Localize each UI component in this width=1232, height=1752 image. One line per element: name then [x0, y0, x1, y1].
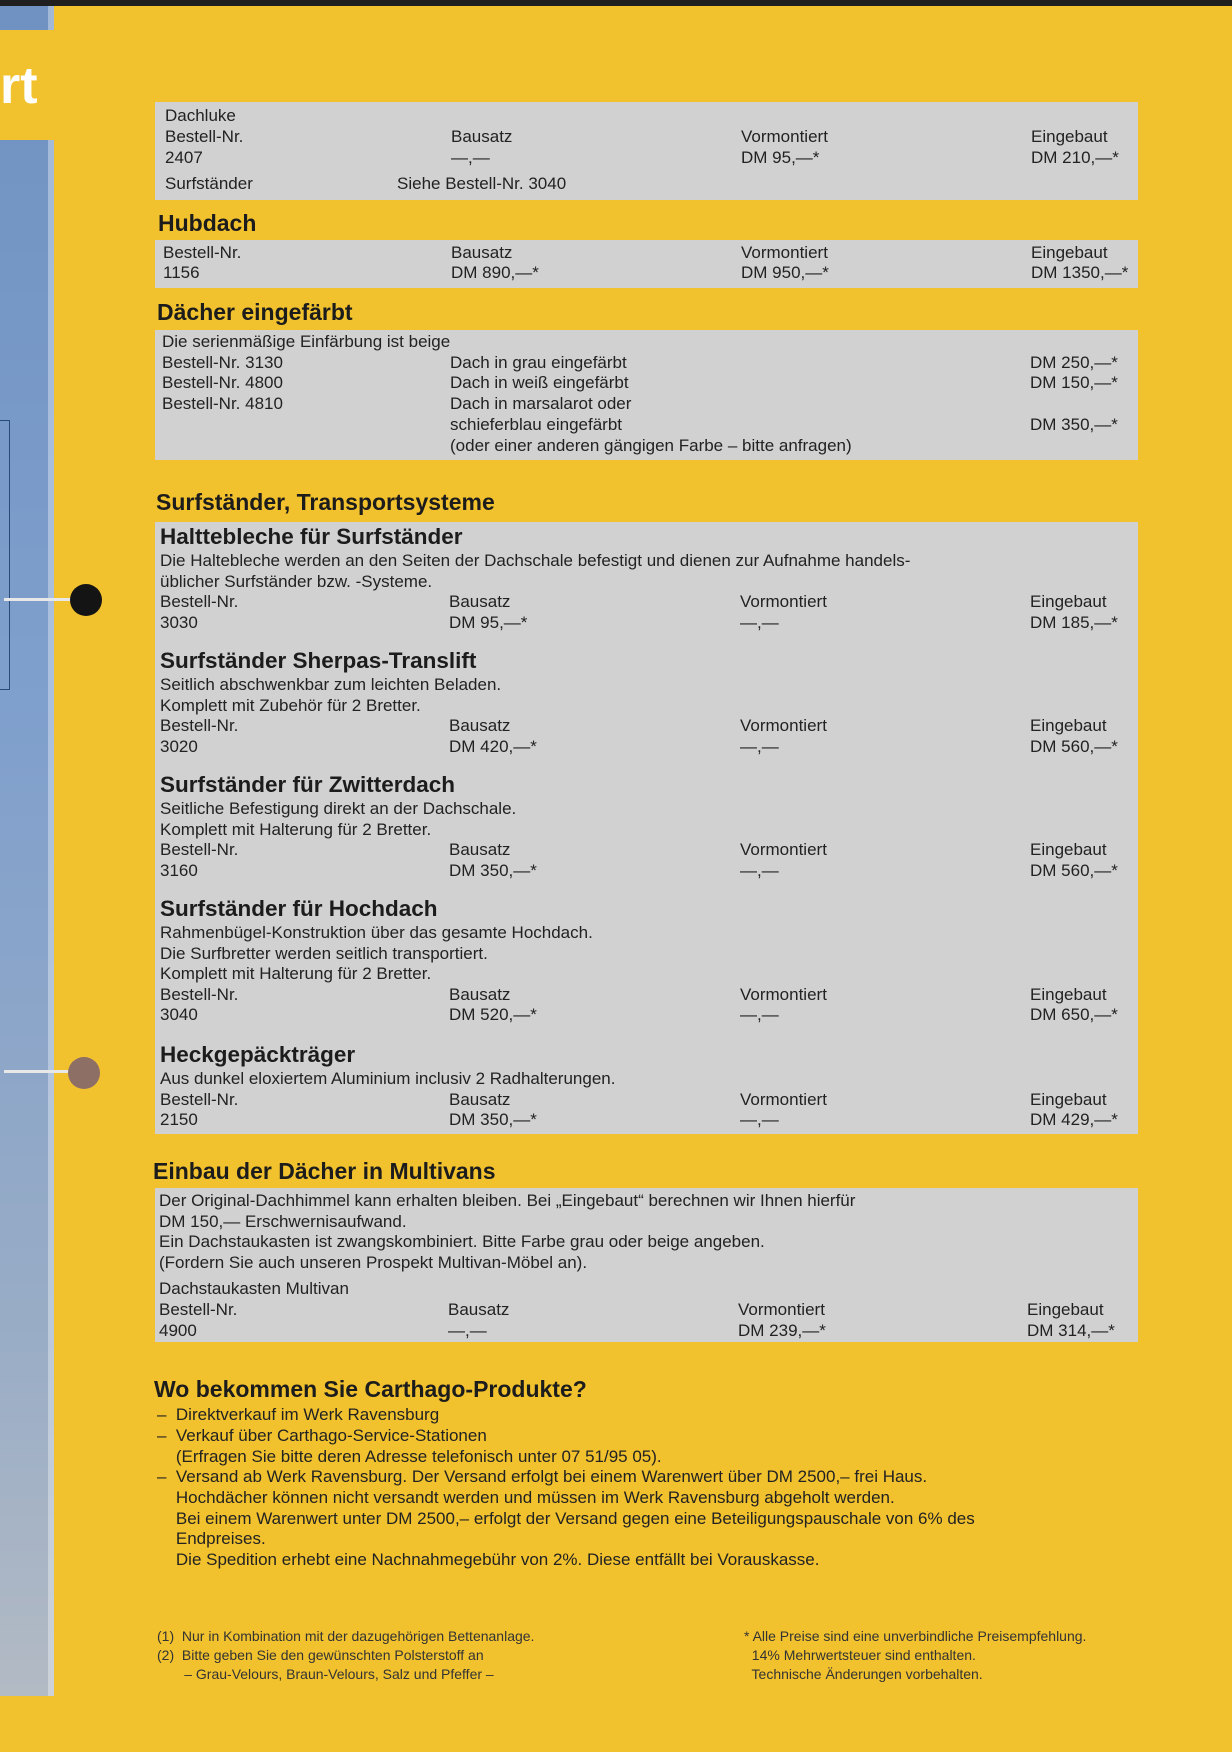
einbau-eingebaut-label: Eingebaut	[1027, 1300, 1104, 1319]
left-page-bottom	[0, 1696, 54, 1752]
surf-item-vormontiert-label: Vormontiert	[740, 1089, 827, 1109]
daecher-intro: Die serienmäßige Einfärbung ist beige	[162, 332, 451, 351]
left-page-frame	[0, 420, 10, 690]
daecher-row-nr: Bestell-Nr. 3130	[162, 353, 283, 372]
einbau-bestell-label: Bestell-Nr.	[159, 1300, 238, 1319]
surf-item-bestell-label: Bestell-Nr.	[160, 592, 239, 612]
page-top-edge	[0, 0, 1232, 6]
surf-item-title: Surfständer für Hochdach	[160, 896, 438, 921]
einbau-eingebaut-value: DM 314,—*	[1027, 1321, 1115, 1340]
wo-line: – Direktverkauf im Werk Ravensburg	[157, 1405, 440, 1424]
surf-item-eingebaut-label: Eingebaut	[1030, 840, 1107, 860]
surf-item-desc: Aus dunkel eloxiertem Aluminium inclusiv 2 Radhalterungen.	[160, 1069, 616, 1088]
wo-line: (Erfragen Sie bitte deren Adresse telefonisch unter 07 51/95 05).	[157, 1447, 662, 1466]
surf-item-vormontiert-label: Vormontiert	[740, 592, 827, 612]
einbau-text-line: Der Original-Dachhimmel kann erhalten bleiben. Bei „Eingebaut“ berechnen wir Ihnen hierfür	[159, 1191, 856, 1210]
surf-item-vormontiert-value: —,—	[740, 736, 779, 756]
surf-item-vormontiert-value: —,—	[740, 1110, 779, 1130]
surf-item-desc: Komplett mit Halterung für 2 Bretter.	[160, 819, 432, 839]
surf-item-eingebaut-label: Eingebaut	[1030, 984, 1107, 1004]
hubdach-box	[155, 240, 1138, 288]
surf-item-title: Heckgepäckträger	[160, 1042, 356, 1067]
daecher-price-line2: DM 350,—*	[1030, 415, 1118, 434]
surf-item-eingebaut-value: DM 185,—*	[1030, 612, 1118, 632]
daecher-desc-line2: schieferblau eingefärbt	[450, 415, 623, 434]
wo-title: Wo bekommen Sie Carthago-Produkte?	[154, 1376, 587, 1402]
einbau-text-line: DM 150,— Erschwernisaufwand.	[159, 1212, 407, 1231]
einbau-text-line: Ein Dachstaukasten ist zwangskombiniert. Bitte Farbe grau oder beige angeben.	[159, 1232, 765, 1251]
einbau-item-title: Dachstaukasten Multivan	[159, 1279, 349, 1298]
daecher-row-nr: Bestell-Nr. 4810	[162, 394, 283, 413]
hubdach-vormontiert-label: Vormontiert	[741, 243, 828, 262]
footnote-right: * Alle Preise sind eine unverbindliche Preisempfehlung.	[744, 1628, 1087, 1644]
surf-item-bestell-nr: 3040	[160, 1005, 198, 1025]
surf-item-bausatz-value: DM 520,—*	[449, 1005, 537, 1025]
dachluke-surfstaender-label: Surfständer	[165, 174, 253, 193]
daecher-row-desc: Dach in grau eingefärbt	[450, 353, 627, 372]
punch-hole	[68, 1057, 100, 1089]
einbau-bausatz-value: —,—	[448, 1321, 487, 1340]
surf-item-bausatz-label: Bausatz	[449, 840, 511, 860]
dachluke-bestell-label: Bestell-Nr.	[165, 127, 244, 146]
footnote-right: Technische Änderungen vorbehalten.	[744, 1666, 983, 1682]
wo-line: Hochdächer können nicht versandt werden und müssen im Werk Ravensburg abgeholt werden.	[157, 1488, 895, 1507]
wo-line: – Versand ab Werk Ravensburg. Der Versand erfolgt bei einem Warenwert über DM 2500,– frei Haus.	[157, 1467, 928, 1486]
surf-item-eingebaut-value: DM 560,—*	[1030, 736, 1118, 756]
surf-item-bausatz-label: Bausatz	[449, 984, 511, 1004]
surf-item-title: Surfständer für Zwitterdach	[160, 772, 456, 797]
binding-string	[4, 598, 74, 601]
surf-item-desc: Die Surfbretter werden seitlich transportiert.	[160, 943, 488, 963]
daecher-row-price: DM 250,—*	[1030, 353, 1118, 372]
dachluke-bausatz-label: Bausatz	[451, 127, 513, 146]
wo-line: Die Spedition erhebt eine Nachnahmegebühr von 2%. Diese entfällt bei Vorauskasse.	[157, 1550, 820, 1569]
surf-item-bestell-label: Bestell-Nr.	[160, 716, 239, 736]
surf-item-eingebaut-value: DM 429,—*	[1030, 1110, 1118, 1130]
surf-item-vormontiert-label: Vormontiert	[740, 840, 827, 860]
surf-item-desc: Rahmenbügel-Konstruktion über das gesamte Hochdach.	[160, 923, 593, 942]
surf-item-eingebaut-label: Eingebaut	[1030, 592, 1107, 612]
dachluke-vormontiert-label: Vormontiert	[741, 127, 828, 146]
daecher-row-desc: Dach in marsalarot oder	[450, 394, 632, 413]
surf-item-eingebaut-label: Eingebaut	[1030, 716, 1107, 736]
dachluke-box	[155, 102, 1138, 200]
surf-item-eingebaut-label: Eingebaut	[1030, 1089, 1107, 1109]
hubdach-title: Hubdach	[158, 210, 257, 236]
surf-item-vormontiert-value: —,—	[740, 1005, 779, 1025]
page-fold	[48, 6, 54, 1752]
surf-item-bestell-label: Bestell-Nr.	[160, 840, 239, 860]
daecher-row-nr: Bestell-Nr. 4800	[162, 373, 283, 392]
surf-item-bausatz-label: Bausatz	[449, 592, 511, 612]
wo-line: Endpreises.	[157, 1529, 266, 1548]
footnote-left: (1) Nur in Kombination mit der dazugehörigen Bettenanlage.	[157, 1628, 535, 1644]
einbau-vormontiert-label: Vormontiert	[738, 1300, 825, 1319]
surf-item-bausatz-label: Bausatz	[449, 1089, 511, 1109]
surf-item-desc: Die Haltebleche werden an den Seiten der Dachschale befestigt und dienen zur Aufnahme handels-	[160, 551, 911, 570]
surf-item-bestell-nr: 2150	[160, 1110, 198, 1130]
footnote-left: – Grau-Velours, Braun-Velours, Salz und Pfeffer –	[157, 1666, 494, 1682]
surf-item-title: Surfständer Sherpas-Translift	[160, 648, 477, 673]
dachluke-eingebaut-value: DM 210,—*	[1031, 148, 1119, 167]
hubdach-bausatz-label: Bausatz	[451, 243, 513, 262]
surf-item-desc: üblicher Surfständer bzw. -Systeme.	[160, 571, 433, 591]
surf-item-vormontiert-label: Vormontiert	[740, 716, 827, 736]
surf-item-bausatz-value: DM 350,—*	[449, 860, 537, 880]
surf-item-bausatz-value: DM 95,—*	[449, 612, 528, 632]
dachluke-bausatz-value: —,—	[451, 148, 490, 167]
surf-item-eingebaut-value: DM 560,—*	[1030, 860, 1118, 880]
einbau-bestell-nr: 4900	[159, 1321, 197, 1340]
binding-string	[4, 1070, 72, 1073]
hubdach-eingebaut-label: Eingebaut	[1031, 243, 1108, 262]
wo-line: Bei einem Warenwert unter DM 2500,– erfolgt der Versand gegen eine Beteiligungspauschale von 6% des	[157, 1509, 975, 1528]
surf-item-desc: Komplett mit Halterung für 2 Bretter.	[160, 964, 432, 984]
surf-item-vormontiert-value: —,—	[740, 612, 779, 632]
surf-item-bestell-nr: 3160	[160, 860, 198, 880]
surf-item-eingebaut-value: DM 650,—*	[1030, 1005, 1118, 1025]
dachluke-surfstaender-ref: Siehe Bestell-Nr. 3040	[397, 174, 567, 193]
surf-item-bausatz-label: Bausatz	[449, 716, 511, 736]
surf-item-desc: Seitliche Befestigung direkt an der Dachschale.	[160, 799, 517, 818]
einbau-vormontiert-value: DM 239,—*	[738, 1321, 826, 1340]
dachluke-vormontiert-value: DM 95,—*	[741, 148, 820, 167]
surf-item-bestell-nr: 3030	[160, 612, 198, 632]
footnote-left: (2) Bitte geben Sie den gewünschten Polsterstoff an	[157, 1647, 484, 1663]
section-tab-letters: rt	[0, 57, 38, 115]
left-page-edge	[0, 6, 54, 1752]
daecher-title: Dächer eingefärbt	[157, 299, 353, 325]
hubdach-bausatz-value: DM 890,—*	[451, 263, 539, 282]
footnote-right: 14% Mehrwertsteuer sind enthalten.	[744, 1647, 976, 1663]
surf-item-bestell-label: Bestell-Nr.	[160, 984, 239, 1004]
dachluke-eingebaut-label: Eingebaut	[1031, 127, 1108, 146]
dachluke-bestell-nr: 2407	[165, 148, 203, 167]
punch-hole	[70, 584, 102, 616]
daecher-row-desc: Dach in weiß eingefärbt	[450, 373, 629, 392]
einbau-bausatz-label: Bausatz	[448, 1300, 510, 1319]
hubdach-bestell-nr: 1156	[163, 263, 200, 282]
surf-item-bausatz-value: DM 420,—*	[449, 736, 537, 756]
surf-item-bestell-nr: 3020	[160, 736, 198, 756]
hubdach-vormontiert-value: DM 950,—*	[741, 263, 829, 282]
surf-section-title: Surfständer, Transportsysteme	[156, 489, 495, 515]
wo-line: – Verkauf über Carthago-Service-Stationen	[157, 1426, 487, 1445]
einbau-text-line: (Fordern Sie auch unseren Prospekt Multivan-Möbel an).	[159, 1253, 588, 1272]
surf-item-bausatz-value: DM 350,—*	[449, 1110, 537, 1130]
surf-item-desc: Seitlich abschwenkbar zum leichten Beladen.	[160, 675, 502, 694]
einbau-title: Einbau der Dächer in Multivans	[153, 1158, 496, 1184]
hubdach-bestell-label: Bestell-Nr.	[163, 243, 242, 262]
daecher-desc-line3: (oder einer anderen gängigen Farbe – bitte anfragen)	[450, 436, 852, 455]
surf-item-desc: Komplett mit Zubehör für 2 Bretter.	[160, 695, 421, 715]
dachluke-title: Dachluke	[165, 106, 236, 125]
surf-item-vormontiert-label: Vormontiert	[740, 984, 827, 1004]
surf-item-title: Halttebleche für Surfständer	[160, 524, 463, 549]
daecher-row-price: DM 150,—*	[1030, 373, 1118, 392]
surf-item-vormontiert-value: —,—	[740, 860, 779, 880]
hubdach-eingebaut-value: DM 1350,—*	[1031, 263, 1129, 282]
surf-item-bestell-label: Bestell-Nr.	[160, 1089, 239, 1109]
